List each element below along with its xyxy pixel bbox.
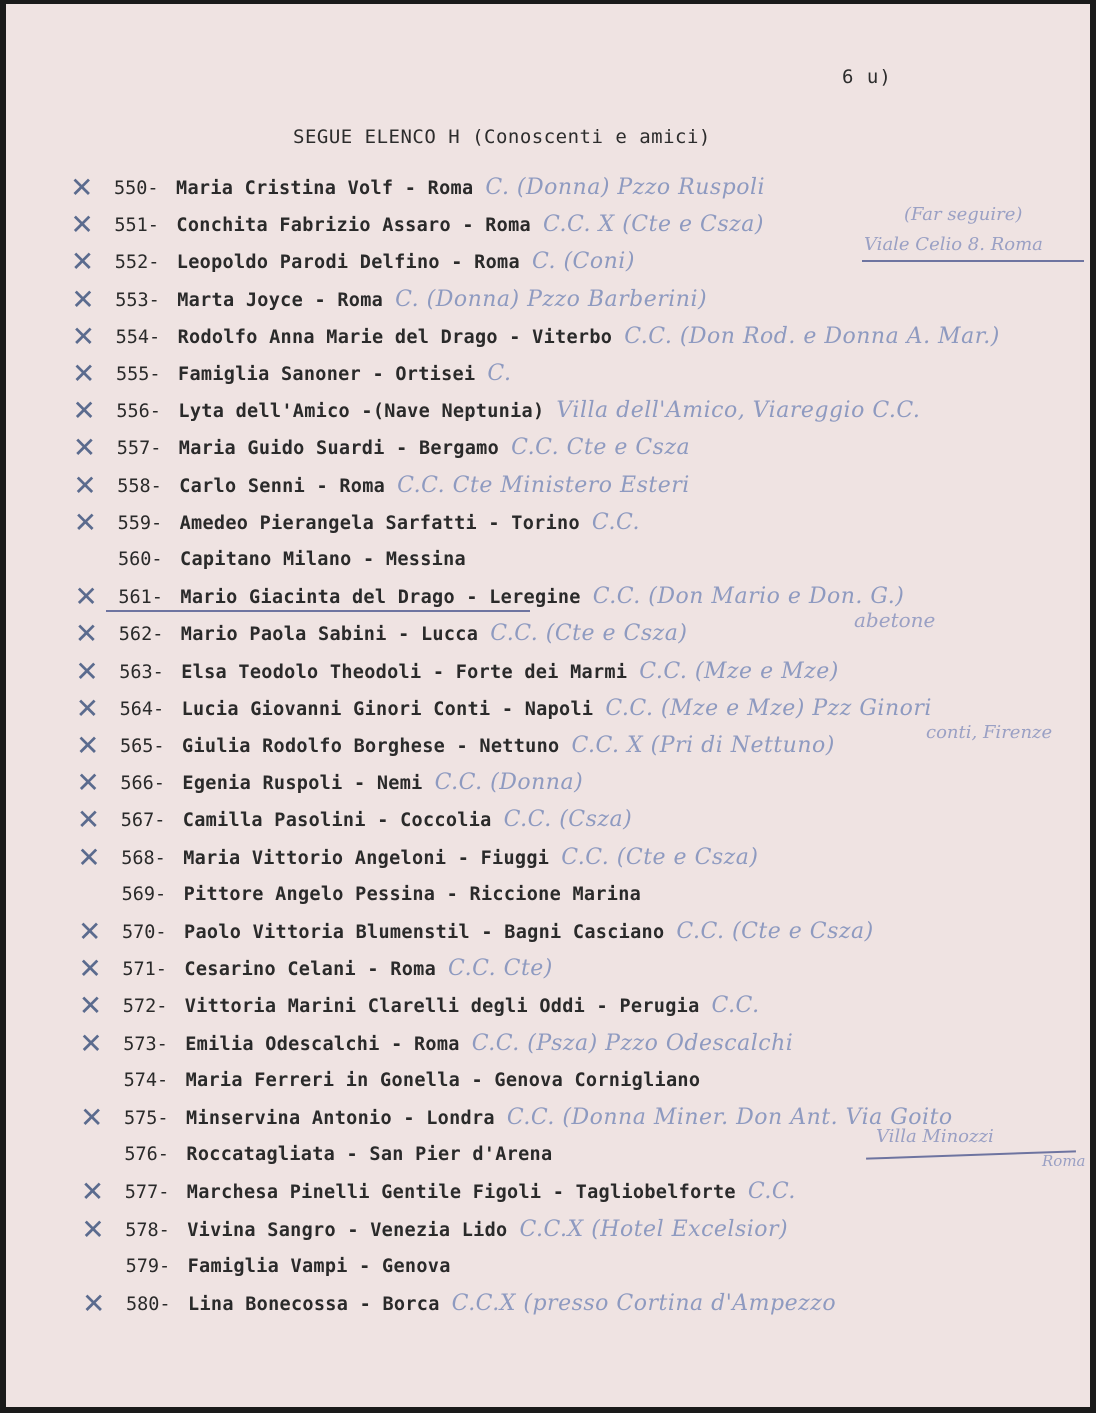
margin-note: abetone bbox=[854, 608, 936, 632]
check-cross-icon: ✕ bbox=[77, 840, 101, 874]
handwritten-note: C.C. (Don Rod. e Donna A. Mar.) bbox=[624, 323, 1000, 349]
handwritten-note: C.C. (Donna Miner. Don Ant. Via Goito bbox=[506, 1105, 953, 1130]
handwritten-note: C.C. (Donna) bbox=[434, 770, 584, 796]
check-cross-icon: ✕ bbox=[72, 431, 97, 465]
entry-name: Mario Giacinta del Drago - Leregine bbox=[180, 587, 581, 609]
list-item bbox=[78, 915, 874, 948]
underline-rule bbox=[106, 610, 530, 612]
list-item bbox=[124, 1067, 701, 1095]
document-page bbox=[6, 4, 1090, 1407]
list-item bbox=[74, 580, 905, 614]
entry-name: Carlo Senni - Roma bbox=[179, 475, 386, 497]
entry-number: 557- bbox=[116, 438, 162, 460]
handwritten-note: C.C. X (Cte e Csza) bbox=[542, 212, 764, 238]
entry-name: Rodolfo Anna Marie del Drago - Viterbo bbox=[177, 326, 613, 348]
list-item bbox=[70, 208, 764, 242]
check-cross-icon: ✕ bbox=[74, 617, 99, 651]
check-cross-icon: ✕ bbox=[80, 1101, 104, 1134]
list-item bbox=[78, 989, 760, 1023]
entry-name: Conchita Fabrizio Assaro - Roma bbox=[176, 215, 531, 237]
entry-number: 580- bbox=[126, 1294, 171, 1315]
handwritten-note: C.C.X (presso Cortina d'Ampezzo bbox=[451, 1291, 837, 1316]
handwritten-note: C. bbox=[487, 361, 512, 386]
check-cross-icon: ✕ bbox=[70, 171, 94, 204]
list-item bbox=[78, 952, 553, 986]
entry-number: 567- bbox=[120, 810, 166, 832]
handwritten-note: C.C. (Psza) Pzzo Odescalchi bbox=[471, 1030, 794, 1056]
list-item bbox=[74, 617, 688, 651]
entry-number: 550- bbox=[114, 178, 159, 199]
list-item bbox=[118, 546, 466, 574]
list-item bbox=[75, 691, 932, 725]
entry-name: Marta Joyce - Roma bbox=[177, 289, 384, 311]
entry-number: 553- bbox=[115, 289, 160, 311]
entry-number: 560- bbox=[118, 549, 163, 570]
list-item bbox=[72, 357, 512, 390]
check-cross-icon: ✕ bbox=[74, 580, 98, 614]
entry-name: Maria Guido Suardi - Bergamo bbox=[178, 438, 500, 460]
handwritten-note: C.C. Cte) bbox=[448, 956, 553, 982]
margin-note: Viale Celio 8. Roma bbox=[864, 234, 1043, 255]
margin-note: (Far seguire) bbox=[904, 204, 1023, 225]
entry-name: Lucia Giovanni Ginori Conti - Napoli bbox=[181, 698, 594, 720]
handwritten-note: C.C. X (Pri di Nettuno) bbox=[571, 733, 835, 758]
entry-name: Marchesa Pinelli Gentile Figoli - Tagliobelforte bbox=[186, 1182, 736, 1204]
check-cross-icon: ✕ bbox=[76, 803, 101, 837]
entry-name: Pittore Angelo Pessina - Riccione Marina bbox=[183, 883, 642, 905]
entry-number: 558- bbox=[117, 475, 162, 497]
list-item bbox=[70, 245, 635, 279]
list-item bbox=[71, 319, 1000, 353]
list-item bbox=[70, 171, 766, 204]
handwritten-note: C.C.X (Hotel Excelsior) bbox=[519, 1216, 789, 1242]
list-item bbox=[126, 1253, 451, 1281]
check-cross-icon: ✕ bbox=[73, 468, 97, 502]
list-item bbox=[79, 1026, 794, 1060]
check-cross-icon: ✕ bbox=[82, 1287, 106, 1320]
list-item bbox=[76, 766, 584, 800]
entry-name: Cesarino Celani - Roma bbox=[184, 959, 437, 981]
check-cross-icon: ✕ bbox=[81, 1212, 105, 1246]
entry-number: 564- bbox=[119, 698, 165, 720]
entry-number: 575- bbox=[124, 1108, 169, 1129]
entry-name: Roccatagliata - San Pier d'Arena bbox=[186, 1144, 553, 1166]
handwritten-note: C.C. bbox=[711, 993, 760, 1019]
entry-number: 556- bbox=[116, 401, 161, 423]
check-cross-icon: ✕ bbox=[71, 319, 96, 353]
entry-name: Maria Cristina Volf - Roma bbox=[176, 178, 474, 199]
check-cross-icon: ✕ bbox=[70, 245, 95, 279]
handwritten-note: Villa dell'Amico, Viareggio C.C. bbox=[556, 398, 921, 424]
check-cross-icon: ✕ bbox=[72, 357, 96, 390]
entry-name: Mario Paola Sabini - Lucca bbox=[180, 624, 479, 646]
entry-number: 562- bbox=[118, 624, 164, 646]
check-cross-icon: ✕ bbox=[78, 952, 102, 986]
entry-name: Giulia Rodolfo Borghese - Nettuno bbox=[182, 736, 560, 757]
list-item bbox=[76, 803, 633, 837]
list-item bbox=[73, 505, 641, 539]
entry-name: Leopoldo Parodi Delfino - Roma bbox=[176, 252, 520, 274]
entry-name: Lina Bonecossa - Borca bbox=[188, 1294, 440, 1315]
entry-name: Vivina Sangro - Venezia Lido bbox=[187, 1219, 508, 1241]
check-cross-icon: ✕ bbox=[78, 915, 102, 948]
handwritten-note: C. (Donna) Pzzo Ruspoli bbox=[485, 175, 766, 200]
entry-number: 563- bbox=[119, 661, 164, 683]
handwritten-note: C.C. (Cte e Csza) bbox=[676, 919, 874, 944]
list-item bbox=[81, 1212, 789, 1246]
check-cross-icon: ✕ bbox=[71, 282, 95, 316]
check-cross-icon: ✕ bbox=[76, 766, 100, 800]
list-item bbox=[124, 1141, 552, 1169]
entry-number: 578- bbox=[125, 1219, 170, 1241]
list-item bbox=[80, 1101, 953, 1134]
check-cross-icon: ✕ bbox=[75, 691, 100, 725]
entry-number: 566- bbox=[120, 773, 165, 795]
underline-rule bbox=[862, 260, 1084, 262]
list-item bbox=[76, 729, 835, 762]
list-item bbox=[71, 282, 708, 316]
check-cross-icon: ✕ bbox=[70, 208, 94, 242]
entry-number: 561- bbox=[118, 587, 163, 609]
handwritten-note: C.C. (Cte e Csza) bbox=[490, 621, 688, 647]
entry-number: 574- bbox=[123, 1069, 169, 1091]
entry-name: Emilia Odescalchi - Roma bbox=[185, 1033, 460, 1055]
entry-name: Elsa Teodolo Theodoli - Forte dei Marmi bbox=[181, 661, 628, 683]
entry-number: 565- bbox=[120, 736, 165, 757]
entry-number: 570- bbox=[122, 922, 167, 943]
entry-number: 576- bbox=[124, 1144, 169, 1166]
check-cross-icon: ✕ bbox=[73, 505, 98, 539]
handwritten-note: C.C. (Mze e Mze) Pzz Ginori bbox=[605, 695, 932, 721]
entry-number: 579- bbox=[125, 1255, 171, 1277]
check-cross-icon: ✕ bbox=[78, 989, 103, 1023]
check-cross-icon: ✕ bbox=[79, 1026, 103, 1060]
entry-name: Maria Ferreri in Gonella - Genova Cornigliano bbox=[185, 1069, 701, 1091]
entry-name: Vittoria Marini Clarelli degli Oddi - Perugia bbox=[184, 996, 700, 1018]
entry-name: Camilla Pasolini - Coccolia bbox=[182, 810, 492, 832]
entry-number: 577- bbox=[124, 1182, 170, 1204]
handwritten-note: C.C. bbox=[591, 509, 641, 535]
entry-number: 552- bbox=[114, 252, 160, 274]
entry-name: Lyta dell'Amico -(Nave Neptunia) bbox=[178, 401, 545, 423]
check-cross-icon: ✕ bbox=[80, 1175, 105, 1209]
entry-number: 571- bbox=[122, 959, 167, 981]
handwritten-note: C.C. Cte Ministero Esteri bbox=[397, 472, 690, 498]
margin-note: conti, Firenze bbox=[926, 722, 1053, 743]
entry-name: Famiglia Sanoner - Ortisei bbox=[178, 364, 476, 385]
check-cross-icon: ✕ bbox=[75, 654, 99, 688]
handwritten-note: C.C. Cte e Csza bbox=[511, 435, 691, 461]
list-item bbox=[73, 468, 690, 502]
entry-name: Famiglia Vampi - Genova bbox=[187, 1255, 451, 1277]
entry-number: 568- bbox=[121, 847, 166, 869]
entry-number: 555- bbox=[116, 364, 161, 385]
entry-name: Minservina Antonio - Londra bbox=[186, 1108, 495, 1129]
handwritten-note: C.C. (Csza) bbox=[503, 807, 633, 833]
list-item bbox=[82, 1287, 837, 1320]
check-cross-icon: ✕ bbox=[72, 394, 96, 428]
handwritten-note: C.C. (Cte e Csza) bbox=[561, 844, 759, 870]
handwritten-note: C.C. (Don Mario e Don. G.) bbox=[592, 584, 905, 610]
handwritten-note: C.C. (Mze e Mze) bbox=[639, 658, 839, 684]
entry-number: 572- bbox=[122, 996, 168, 1018]
entry-number: 569- bbox=[121, 883, 167, 905]
margin-note: Roma bbox=[1042, 1152, 1086, 1170]
handwritten-note: C. (Donna) Pzzo Barberini) bbox=[395, 286, 708, 312]
list-item bbox=[72, 431, 691, 465]
entry-number: 554- bbox=[115, 326, 161, 348]
entry-number: 573- bbox=[123, 1033, 168, 1055]
entry-number: 559- bbox=[117, 512, 163, 534]
margin-note: Villa Minozzi bbox=[876, 1126, 994, 1147]
handwritten-note: C. (Coni) bbox=[531, 249, 635, 275]
list-heading: SEGUE ELENCO H (Conoscenti e amici) bbox=[293, 126, 711, 148]
entry-name: Amedeo Pierangela Sarfatti - Torino bbox=[179, 512, 580, 534]
check-cross-icon: ✕ bbox=[76, 729, 100, 762]
list-item bbox=[72, 394, 921, 428]
entry-name: Paolo Vittoria Blumenstil - Bagni Casciano bbox=[184, 922, 665, 943]
entry-name: Egenia Ruspoli - Nemi bbox=[182, 773, 423, 795]
page-number: 6 u) bbox=[842, 66, 892, 88]
entry-name: Maria Vittorio Angeloni - Fiuggi bbox=[183, 847, 550, 869]
list-item bbox=[75, 654, 839, 688]
list-item bbox=[80, 1175, 796, 1209]
entry-name: Capitano Milano - Messina bbox=[180, 549, 466, 570]
handwritten-note: C.C. bbox=[747, 1179, 796, 1205]
list-item bbox=[122, 881, 642, 909]
entry-number: 551- bbox=[114, 215, 159, 237]
list-item bbox=[77, 840, 759, 874]
